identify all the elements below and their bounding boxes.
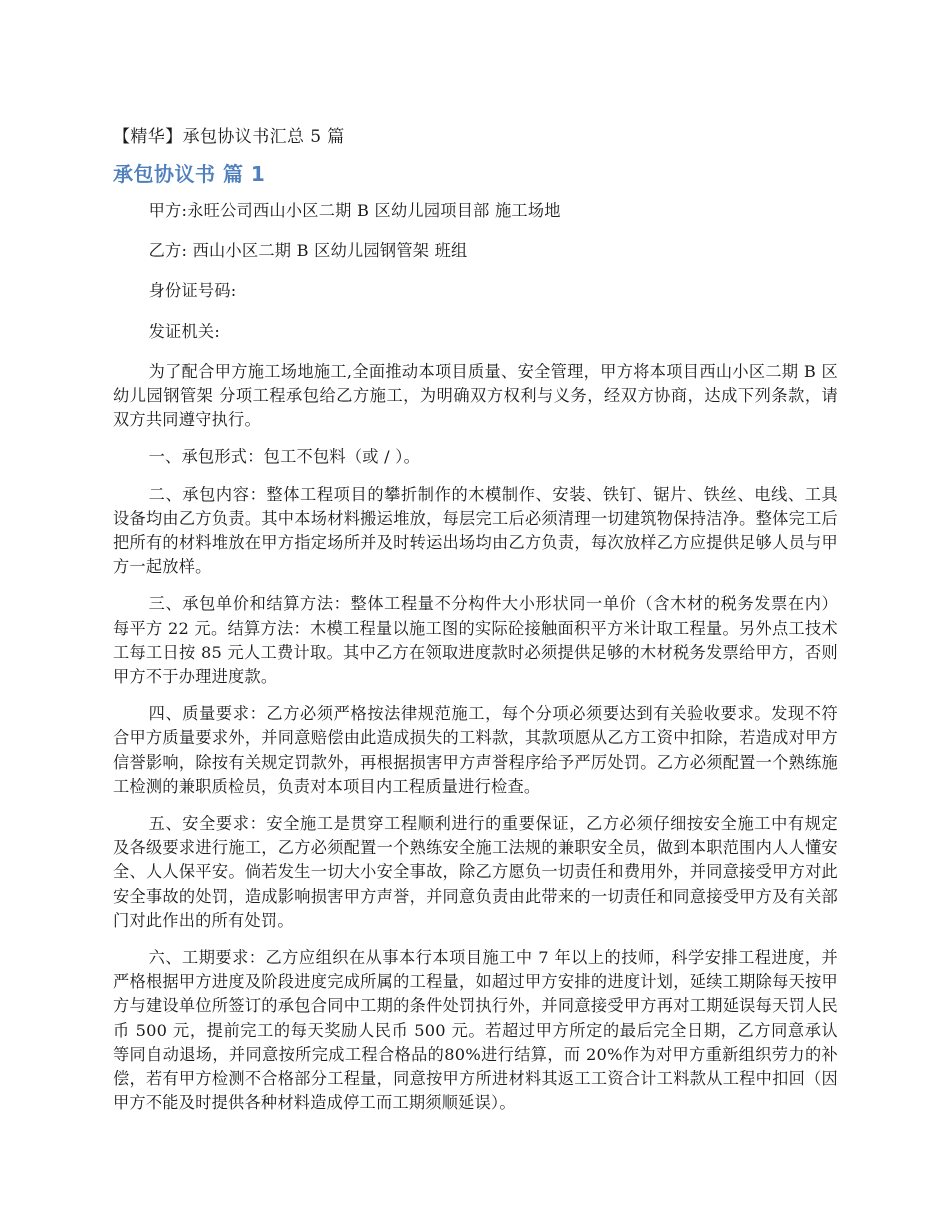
clause-4-paragraph: 四、质量要求：乙方必须严格按法律规范施工，每个分项必须要达到有关验收要求。发现不符合甲方质量要求外，并同意赔偿由此造成损失的工料款，其款项愿从乙方工资中扣除，若造成对甲方信誉影响，除按有关规定罚款外，再根据损害甲方声誉程序给予严厉处罚。乙方必须配置一个熟练施工检测的兼职质检员，负责对本项目内工程质量进行检查。 xyxy=(113,704,838,796)
document-body xyxy=(113,123,838,1129)
clause-6-paragraph: 六、工期要求：乙方应组织在从事本行本项目施工中 7 年以上的技师，科学安排工程进度，并严格根据甲方进度及阶段进度完成所属的工程量，如超过甲方安排的进度计划，延续工期除每天按甲方与建设单位所签订的承包合同中工期的条件处罚执行外，并同意接受甲方再对工期延误每天罚人民币 500 元，提前完工的每天奖励人民币 500 元。若超过甲方所定的最后完全日期，乙方同意承认等同自动退场，并同意按所完成工程合格品的80%进行结算，而 20%作为对甲方重新组织劳力的补偿，若有甲方检测不合格部分工程量，同意按甲方所进材料其返工工资合计工料款从工程中扣回（因甲方不能及时提供各种材料造成停工而工期须顺延误）。 xyxy=(113,948,838,1113)
issuing-authority-line: 发证机关: xyxy=(148,321,221,341)
id-number-line: 身份证号码: xyxy=(148,281,237,301)
clause-3-paragraph: 三、承包单价和结算方法：整体工程量不分构件大小形状同一单价（含木材的税务发票在内）每平方 22 元。结算方法：木模工程量以施工图的实际砼接触面积平方米计取工程量。另外点工技术工每工日按 85 元人工费计取。其中乙方在领取进度款时必须提供足够的木材税务发票给甲方，否则甲方不于办理进度款。 xyxy=(113,594,838,687)
section-heading: 承包协议书 篇 1 xyxy=(113,162,266,186)
clause-2-paragraph: 二、承包内容：整体工程项目的攀折制作的木模制作、安装、铁钉、锯片、铁丝、电线、工具设备均由乙方负责。其中本场材料搬运堆放，每层完工后必须清理一切建筑物保持洁净。整体完工后把所有的材料堆放在甲方指定场所并及时转运出场均由乙方负责，每次放样乙方应提供足够人员与甲方一起放样。 xyxy=(113,484,838,577)
preamble-paragraph: 为了配合甲方施工场地施工,全面推动本项目质量、安全管理，甲方将本项目西山小区二期 B 区幼儿园钢管架 分项工程承包给乙方施工，为明确双方权利与义务，经双方协商，达成下列条款，请双方共同遵守执行。 xyxy=(113,361,838,430)
document-title: 【精华】承包协议书汇总 5 篇 xyxy=(113,127,345,147)
party-a-line: 甲方:永旺公司西山小区二期 B 区幼儿园项目部 施工场地 xyxy=(148,201,561,220)
clause-1-paragraph: 一、承包形式：包工不包料（或 / ）。 xyxy=(148,447,421,467)
clause-5-paragraph: 五、安全要求：安全施工是贯穿工程顺利进行的重要保证，乙方必须仔细按安全施工中有规定及各级要求进行施工，乙方必须配置一个熟练安全施工法规的兼职安全员，做到本职范围内人人懂安全、人人保平安。倘若发生一切大小安全事故，除乙方愿负一切责任和费用外，并同意接受甲方对此安全事故的处罚，造成影响损害甲方声誉，并同意负责由此带来的一切责任和同意接受甲方及有关部门对此作出的所有处罚。 xyxy=(113,814,838,930)
party-b-line: 乙方: 西山小区二期 B 区幼儿园钢管架 班组 xyxy=(148,241,468,261)
